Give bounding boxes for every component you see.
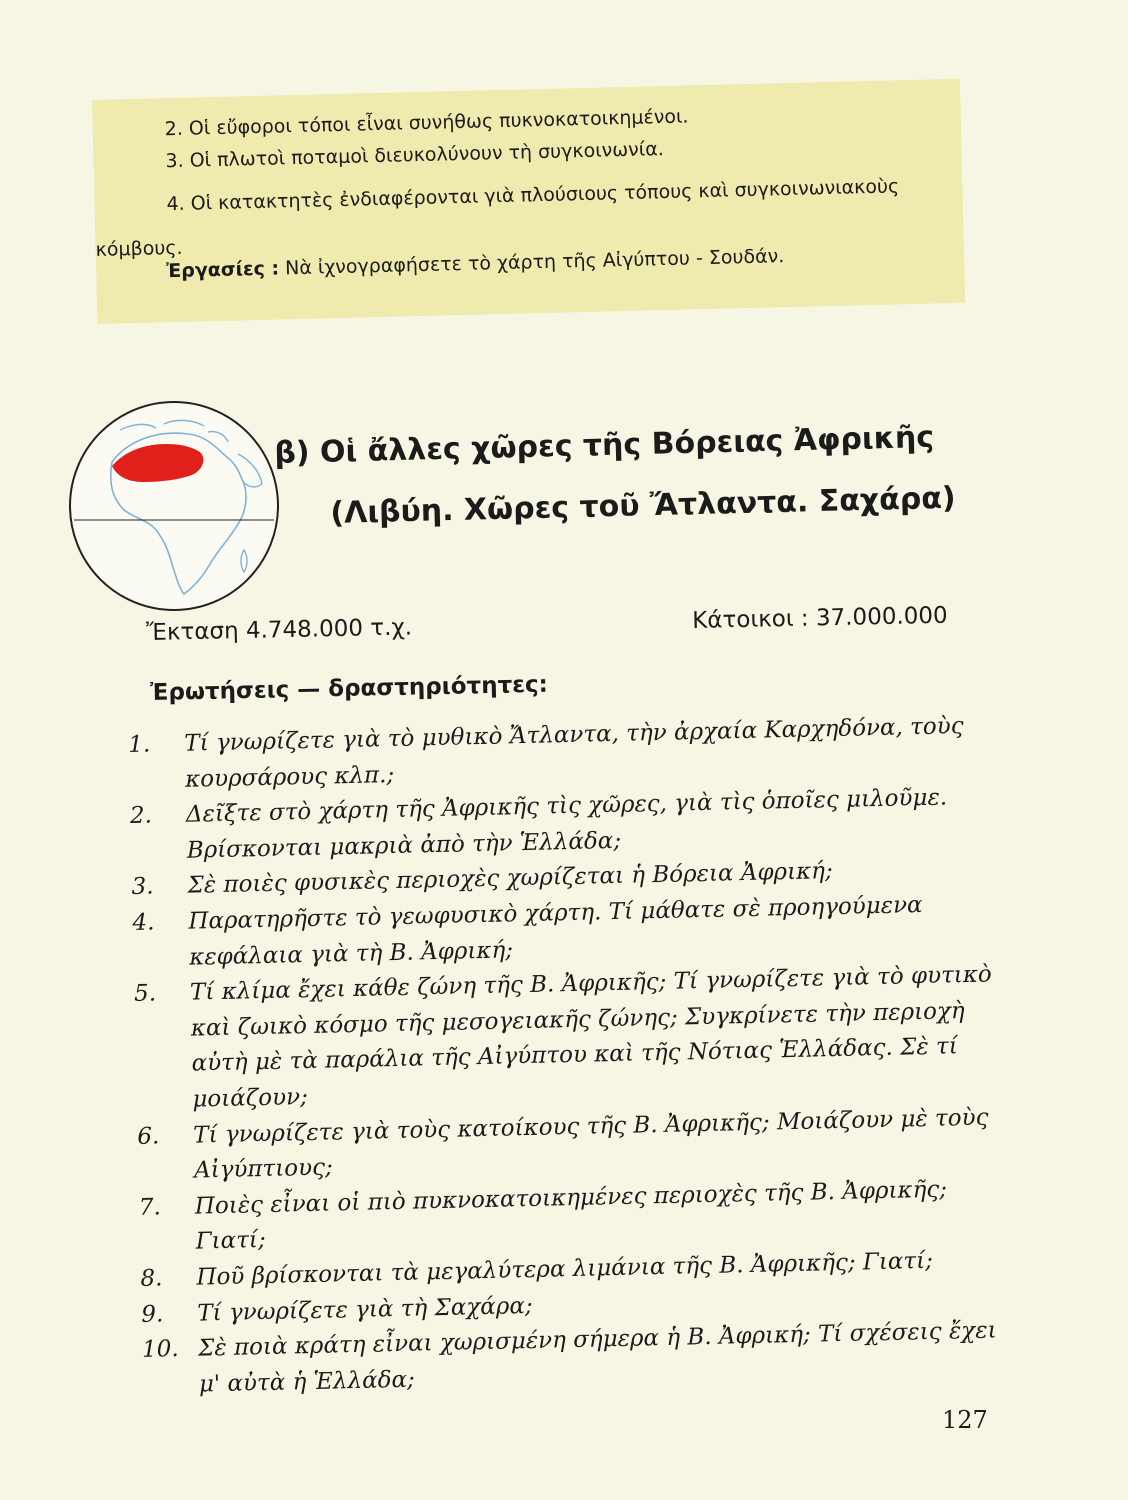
population-stat: Κάτοικοι : 37.000.000 xyxy=(692,602,948,634)
question-number: 4. xyxy=(132,909,155,936)
question-number: 10. xyxy=(141,1336,179,1363)
note-box xyxy=(92,79,965,324)
questions-list xyxy=(128,708,1013,1404)
question-number: 5. xyxy=(133,980,157,1008)
area-stat: Ἔκταση 4.748.000 τ.χ. xyxy=(146,614,413,646)
question-number: 3. xyxy=(131,873,154,901)
section-subheading: (Λιβύη. Χῶρες τοῦ Ἄτλαντα. Σαχάρα) xyxy=(330,480,956,531)
question-text: Ποιὲς εἶναι οἱ πιὸ πυκνοκατοικημένες περιοχὲς τῆς Β. Ἀφρικῆς; Γιατί; xyxy=(194,1176,948,1255)
question-number: 9. xyxy=(141,1300,164,1328)
question-text: Τί γνωρίζετε γιὰ τὸ μυθικὸ Ἄτλαντα, τὴν ἀρχαία Καρχηδόνα, τοὺς κουρσάρους κλπ.; xyxy=(184,713,964,793)
question-number: 6. xyxy=(136,1122,160,1150)
question-item xyxy=(134,957,1007,1119)
question-number: 2. xyxy=(129,802,153,830)
africa-globe-icon xyxy=(68,400,280,612)
question-text: Παρατηρῆστε τὸ γεωφυσικὸ χάρτη. Τί μάθατε σὲ προηγούμενα κεφάλαια γιὰ τὴ Β. Ἀφρική; xyxy=(188,891,923,971)
questions-title: Ἐρωτήσεις — δραστηριότητες: xyxy=(150,671,549,706)
question-text: Σὲ ποιὲς φυσικὲς περιοχὲς χωρίζεται ἡ Βόρεια Ἀφρική; xyxy=(187,858,833,900)
note-line-2: 2. Οἱ εὔφοροι τόποι εἶναι συνήθως πυκνοκατοικημένοι. xyxy=(164,105,689,141)
question-text: Τί γνωρίζετε γιὰ τὴ Σαχάρα; xyxy=(196,1292,533,1327)
question-number: 8. xyxy=(140,1265,163,1292)
question-text: Τί γνωρίζετε γιὰ τοὺς κατοίκους τῆς Β. Ἀφρικῆς; Μοιάζουν μὲ τοὺς Αἰγύπτιους; xyxy=(192,1104,989,1184)
work-text: Νὰ ἰχνογραφήσετε τὸ χάρτη τῆς Αἰγύπτου - Σουδάν. xyxy=(284,245,785,280)
page-number: 127 xyxy=(942,1406,988,1434)
question-text: Σὲ ποιὰ κράτη εἶναι χωρισμένη σήμερα ἡ Β. Ἀφρική; Τί σχέσεις ἔχει μ' αὐτὰ ἡ Ἑλλάδα; xyxy=(197,1317,997,1398)
question-text: Τί κλίμα ἔχει κάθε ζώνη τῆς Β. Ἀφρικῆς; Τί γνωρίζετε γιὰ τὸ φυτικὸ καὶ ζωικὸ κόσμο τῆς μεσογειακῆς ζώνης; Συγκρίνετε τὴν περιοχὴ αὐτὴ μὲ τὰ παράλια τῆς Αἰγύπτου καὶ τῆς Νότιας Ἑλλάδας. Σὲ τί μοιάζουν; xyxy=(189,961,993,1113)
question-text: Δεῖξτε στὸ χάρτη τῆς Ἀφρικῆς τὶς χῶρες, γιὰ τὶς ὁποῖες μιλοῦμε. Βρίσκονται μακριὰ ἀπὸ τὴν Ἑλλάδα; xyxy=(185,784,948,864)
work-label: Ἐργασίες : xyxy=(165,257,280,283)
question-number: 7. xyxy=(138,1194,162,1221)
section-heading: β) Οἱ ἄλλες χῶρες τῆς Βόρειας Ἀφρικῆς xyxy=(274,419,935,471)
note-line-4: 4. Οἱ κατακτητὲς ἐνδιαφέρονται γιὰ πλούσιους τόπους καὶ συγκοινωνιακοὺς κόμβους. xyxy=(95,175,900,261)
question-number: 1. xyxy=(128,731,151,758)
note-line-3: 3. Οἱ πλωτοὶ ποταμοὶ διευκολύνουν τὴ συγκοινωνία. xyxy=(165,138,665,173)
question-text: Ποῦ βρίσκονται τὰ μεγαλύτερα λιμάνια τῆς Β. Ἀφρικῆς; Γιατί; xyxy=(196,1247,934,1291)
